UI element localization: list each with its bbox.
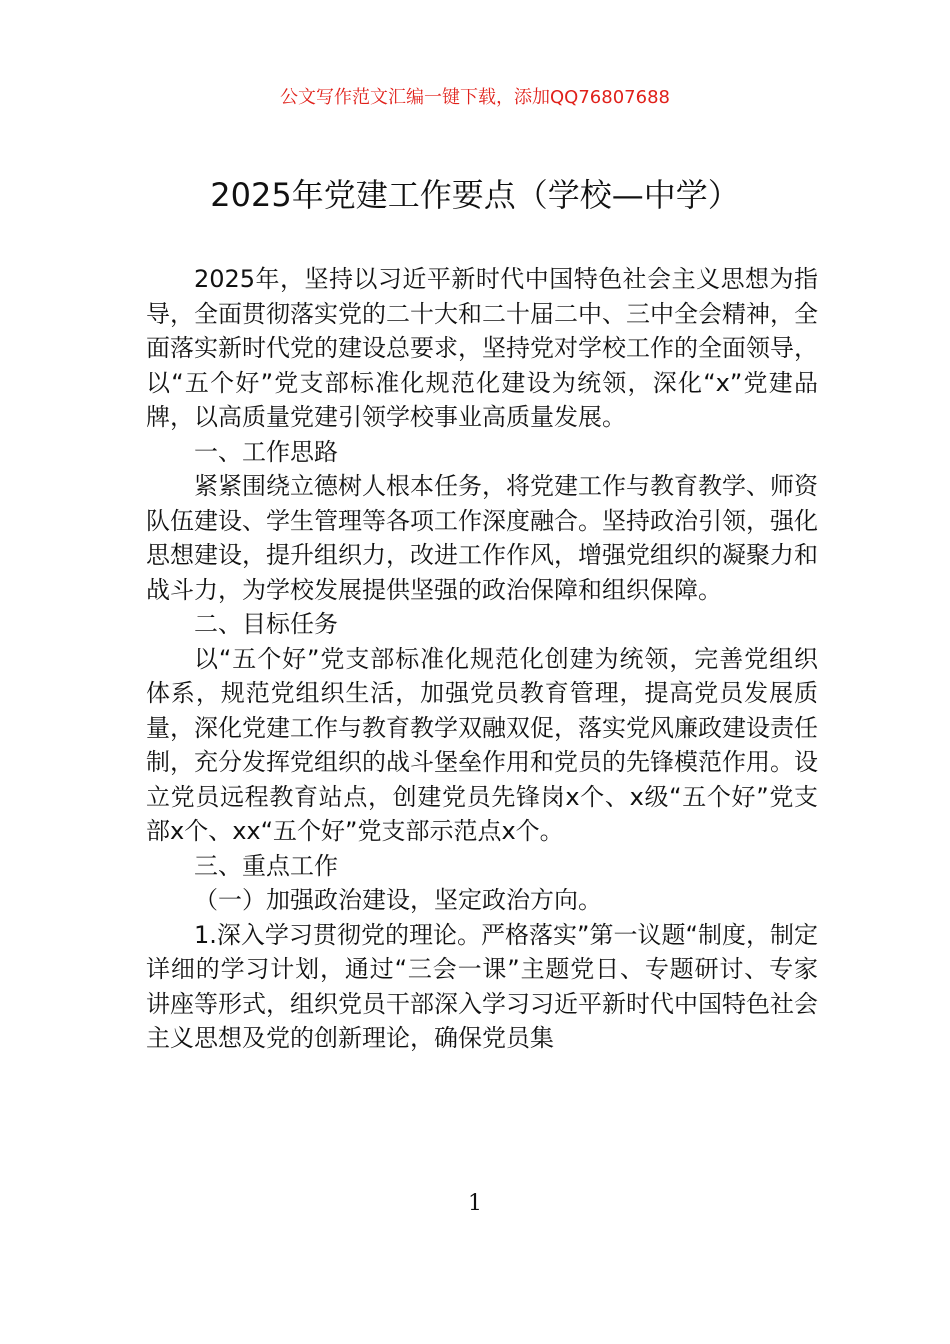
page-number: 1 (468, 1191, 482, 1216)
item-1-paragraph: 1.深入学习贯彻党的理论。严格落实”第一议题“制度，制定详细的学习计划，通过“三会一课”主题党日、专题研讨、专家讲座等形式，组织党员干部深入学习习近平新时代中国特色社会主义思想及党的创新理论，确保党员集 (146, 920, 818, 1052)
document-title: 2025年党建工作要点（学校—中学） (210, 176, 740, 214)
goals-paragraph: 以“五个好”党支部标准化规范化创建为统领，完善党组织体系，规范党组织生活，加强党员教育管理，提高党员发展质量，深化党建工作与教育教学双融双促，落实党风廉政建设责任制，充分发挥党组织的战斗堡垒作用和党员的先锋模范作用。设立党员远程教育站点，创建党员先锋岗x个、x级“五个好”党支部x个、xx“五个好”党支部示范点x个。 (146, 644, 818, 845)
work-approach-paragraph: 紧紧围绕立德树人根本任务，将党建工作与教育教学、师资队伍建设、学生管理等各项工作深度融合。坚持政治引领，强化思想建设，提升组织力，改进工作作风，增强党组织的凝聚力和战斗力，为学校发展提供坚强的政治保障和组织保障。 (146, 472, 818, 604)
header-ad-text: 公文写作范文汇编一键下载，添加QQ76807688 (280, 87, 670, 108)
section-heading-work-approach: 一、工作思路 (194, 437, 338, 466)
subsection-heading-political: （一）加强政治建设，坚定政治方向。 (194, 886, 602, 914)
document-body (146, 262, 818, 1056)
section-heading-goals: 二、目标任务 (194, 610, 338, 638)
intro-paragraph: 2025年，坚持以习近平新时代中国特色社会主义思想为指导，全面贯彻落实党的二十大和二十届二中、三中全会精神，全面落实新时代党的建设总要求，坚持党对学校工作的全面领导，以“五个好”党支部标准化规范化建设为统领，深化“x”党建品牌，以高质量党建引领学校事业高质量发展。 (146, 265, 818, 431)
section-heading-key-work: 三、重点工作 (194, 851, 338, 880)
